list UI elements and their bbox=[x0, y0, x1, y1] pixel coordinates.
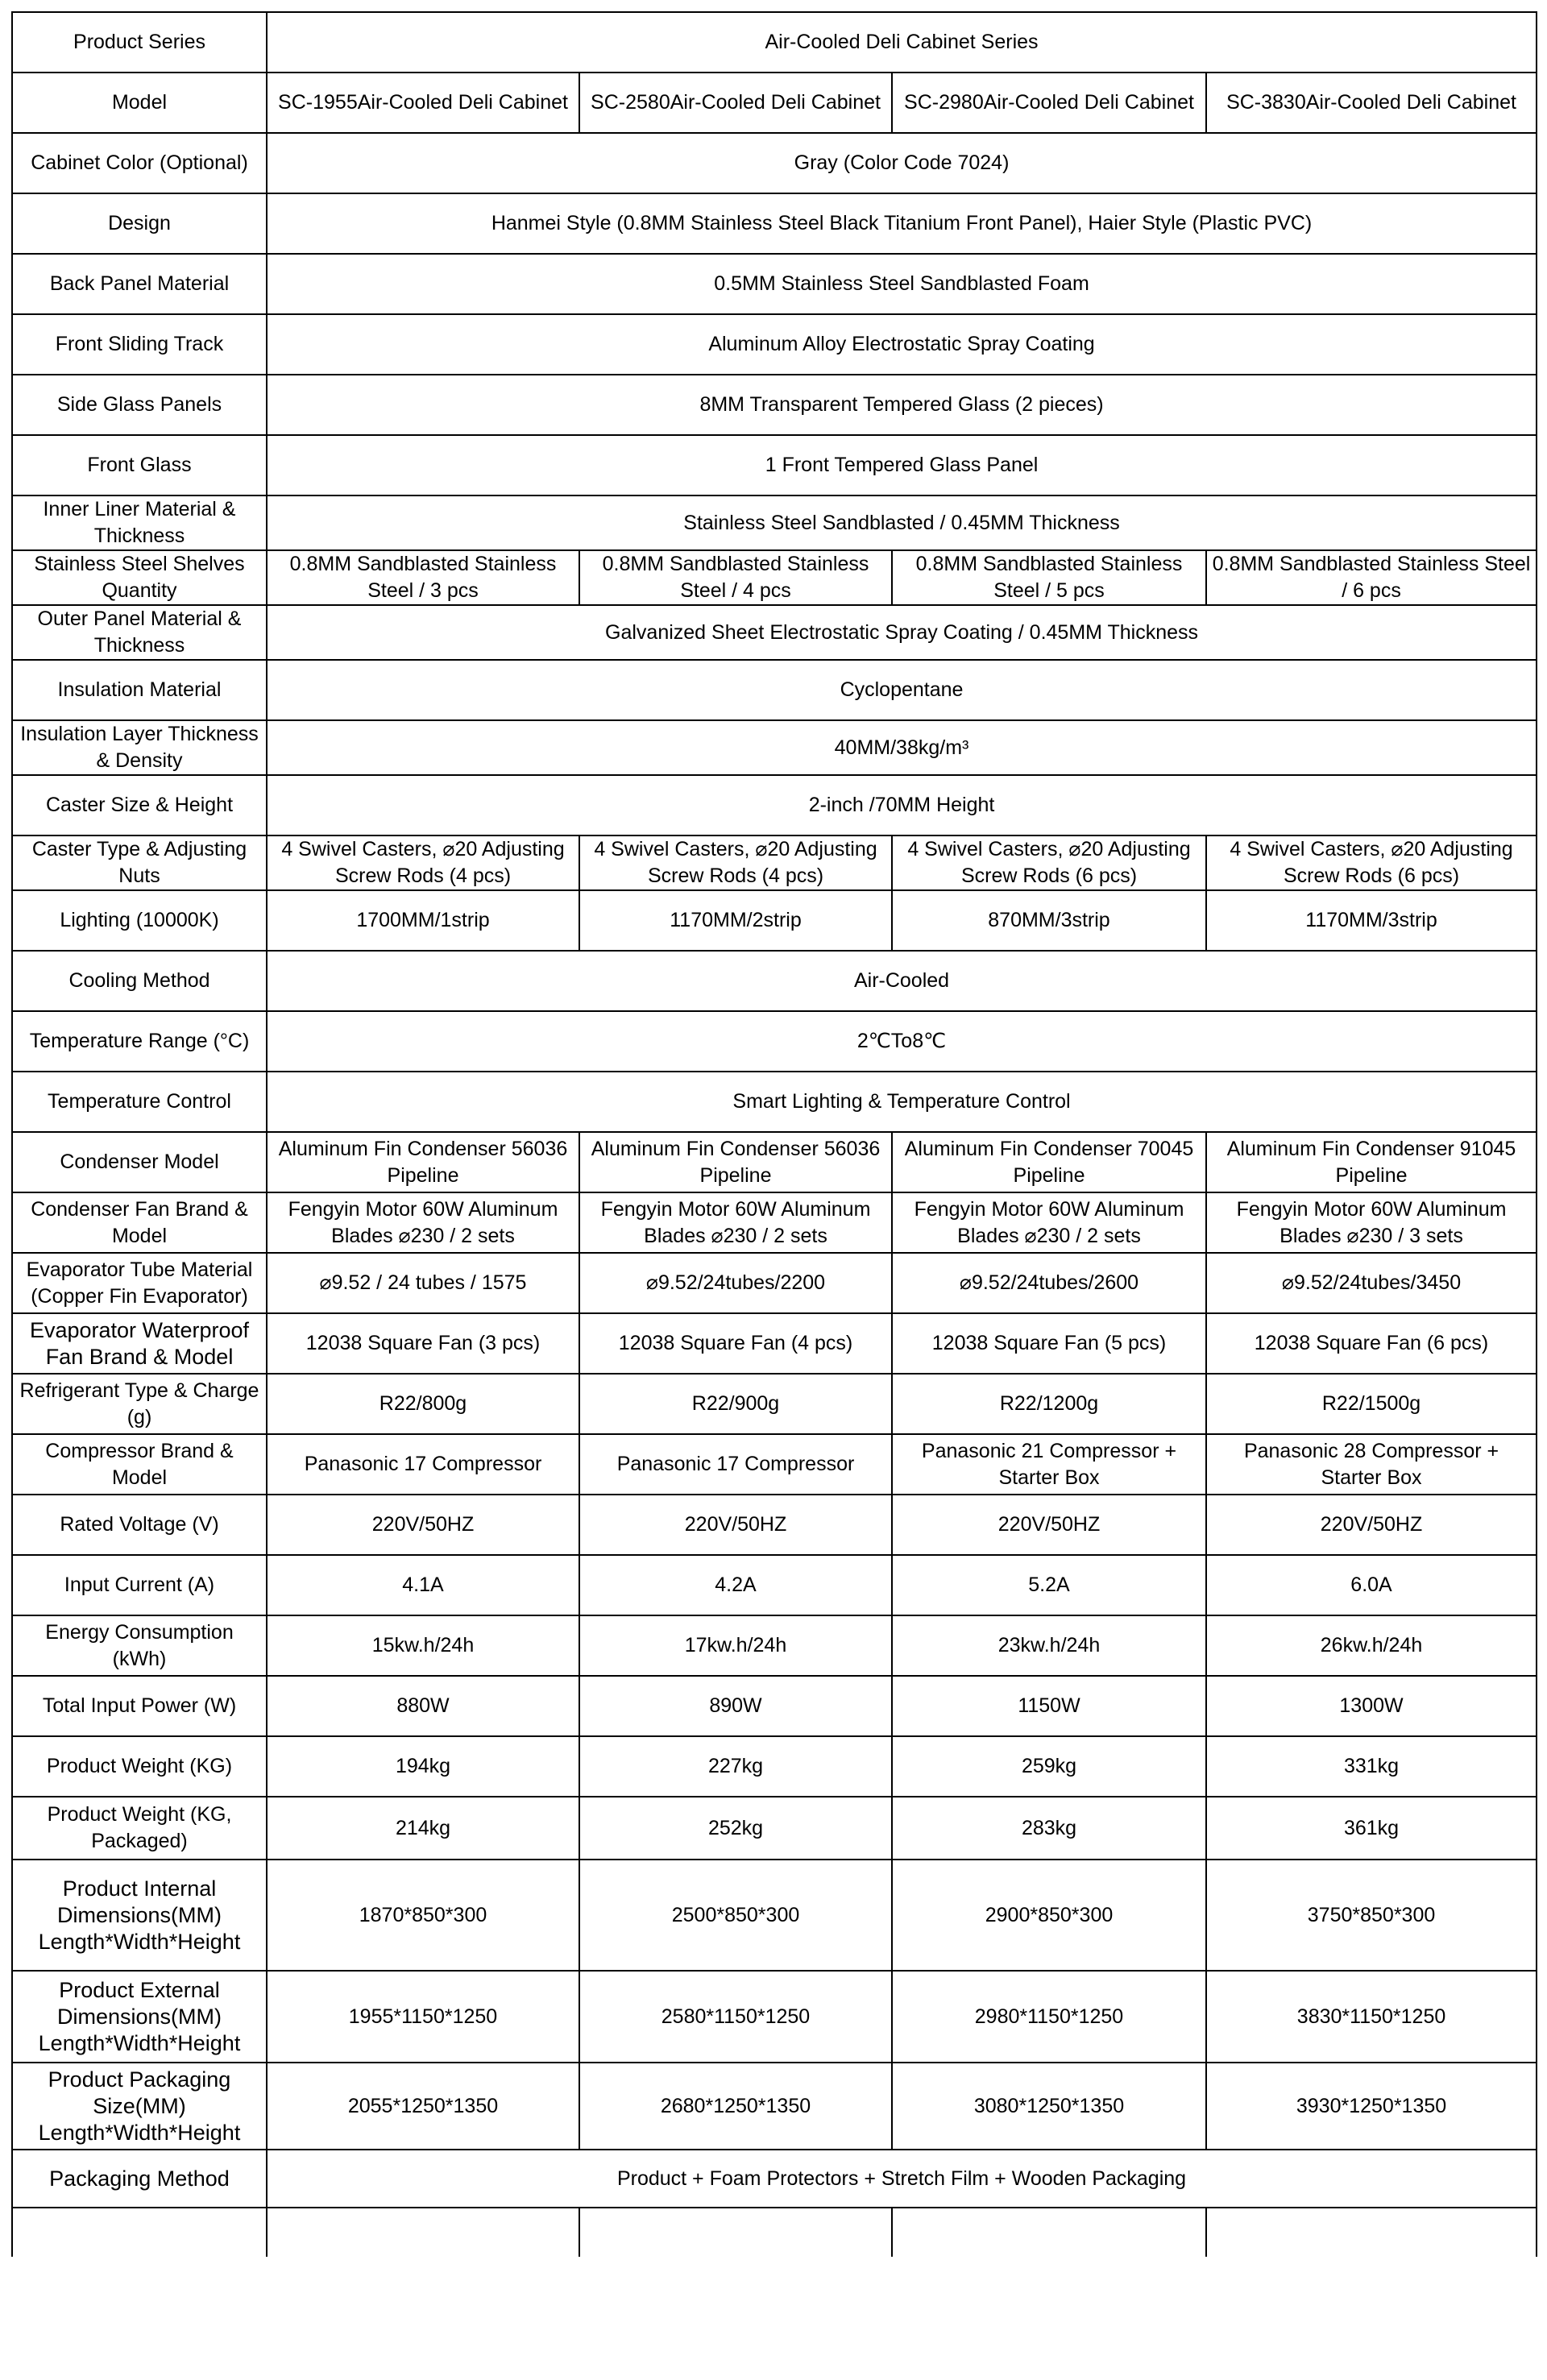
value-cell: R22/1500g bbox=[1206, 1374, 1537, 1434]
value-cell: 6.0A bbox=[1206, 1555, 1537, 1615]
row-label: Front Glass bbox=[12, 435, 267, 495]
row-label: Refrigerant Type & Charge (g) bbox=[12, 1374, 267, 1434]
value-cell: 4 Swivel Casters, ⌀20 Adjusting Screw Rods (6 pcs) bbox=[1206, 835, 1537, 890]
value-cell: 3830*1150*1250 bbox=[1206, 1971, 1537, 2063]
row-label: Lighting (10000K) bbox=[12, 890, 267, 951]
value-cell: 12038 Square Fan (6 pcs) bbox=[1206, 1313, 1537, 1374]
row-label: Product Packaging Size(MM) Length*Width*Height bbox=[12, 2063, 267, 2150]
value-cell: 1870*850*300 bbox=[267, 1860, 579, 1971]
value-cell: Aluminum Fin Condenser 56036 Pipeline bbox=[267, 1132, 579, 1192]
row-label: Energy Consumption (kWh) bbox=[12, 1615, 267, 1676]
spanning-value-cell: Galvanized Sheet Electrostatic Spray Coating / 0.45MM Thickness bbox=[267, 605, 1537, 660]
row-label: Side Glass Panels bbox=[12, 375, 267, 435]
value-cell: 1150W bbox=[892, 1676, 1206, 1736]
table-row bbox=[12, 1615, 1537, 1676]
table-row bbox=[12, 605, 1537, 660]
series-name: Air-Cooled Deli Cabinet Series bbox=[267, 12, 1537, 73]
row-label: Input Current (A) bbox=[12, 1555, 267, 1615]
row-label: Packaging Method bbox=[12, 2150, 267, 2208]
row-label: Model bbox=[12, 73, 267, 133]
spanning-value-cell: 0.5MM Stainless Steel Sandblasted Foam bbox=[267, 254, 1537, 314]
value-cell: 220V/50HZ bbox=[267, 1495, 579, 1555]
spanning-value-cell: 2℃To8℃ bbox=[267, 1011, 1537, 1072]
table-row-model bbox=[12, 73, 1537, 133]
table-row bbox=[12, 1434, 1537, 1495]
value-cell: 4 Swivel Casters, ⌀20 Adjusting Screw Rods (4 pcs) bbox=[579, 835, 892, 890]
value-cell: 4.2A bbox=[579, 1555, 892, 1615]
row-label: Compressor Brand & Model bbox=[12, 1434, 267, 1495]
value-cell: 220V/50HZ bbox=[1206, 1495, 1537, 1555]
value-cell: 12038 Square Fan (4 pcs) bbox=[579, 1313, 892, 1374]
value-cell: 12038 Square Fan (5 pcs) bbox=[892, 1313, 1206, 1374]
value-cell: R22/1200g bbox=[892, 1374, 1206, 1434]
table-row bbox=[12, 2150, 1537, 2208]
table-row bbox=[12, 1676, 1537, 1736]
table-row bbox=[12, 550, 1537, 605]
table-row bbox=[12, 1072, 1537, 1132]
empty-cell bbox=[892, 2208, 1206, 2257]
value-cell: Aluminum Fin Condenser 91045 Pipeline bbox=[1206, 1132, 1537, 1192]
value-cell: 2055*1250*1350 bbox=[267, 2063, 579, 2150]
empty-cell bbox=[1206, 2208, 1537, 2257]
spec-table bbox=[11, 11, 1537, 2257]
row-label: Evaporator Tube Material (Copper Fin Evaporator) bbox=[12, 1253, 267, 1313]
table-row bbox=[12, 2063, 1537, 2150]
row-label: Product External Dimensions(MM) Length*Width*Height bbox=[12, 1971, 267, 2063]
row-label: Product Series bbox=[12, 12, 267, 73]
row-label: Outer Panel Material & Thickness bbox=[12, 605, 267, 660]
value-cell: 214kg bbox=[267, 1797, 579, 1860]
value-cell: Panasonic 17 Compressor bbox=[267, 1434, 579, 1495]
value-cell: 4 Swivel Casters, ⌀20 Adjusting Screw Rods (6 pcs) bbox=[892, 835, 1206, 890]
value-cell: 1170MM/3strip bbox=[1206, 890, 1537, 951]
row-label: Product Weight (KG, Packaged) bbox=[12, 1797, 267, 1860]
value-cell: 2680*1250*1350 bbox=[579, 2063, 892, 2150]
table-row bbox=[12, 435, 1537, 495]
model-cell: SC-2980Air-Cooled Deli Cabinet bbox=[892, 73, 1206, 133]
value-cell: Fengyin Motor 60W Aluminum Blades ⌀230 / 2 sets bbox=[579, 1192, 892, 1253]
spanning-value-cell: Cyclopentane bbox=[267, 660, 1537, 720]
value-cell: 1700MM/1strip bbox=[267, 890, 579, 951]
row-label: Product Weight (KG) bbox=[12, 1736, 267, 1797]
spanning-value-cell: 2-inch /70MM Height bbox=[267, 775, 1537, 835]
spanning-value-cell: Air-Cooled bbox=[267, 951, 1537, 1011]
value-cell: 1170MM/2strip bbox=[579, 890, 892, 951]
value-cell: 1955*1150*1250 bbox=[267, 1971, 579, 2063]
row-label: Evaporator Waterproof Fan Brand & Model bbox=[12, 1313, 267, 1374]
table-row bbox=[12, 890, 1537, 951]
value-cell: ⌀9.52/24tubes/3450 bbox=[1206, 1253, 1537, 1313]
table-row bbox=[12, 1860, 1537, 1971]
value-cell: 361kg bbox=[1206, 1797, 1537, 1860]
value-cell: 1300W bbox=[1206, 1676, 1537, 1736]
value-cell: 2900*850*300 bbox=[892, 1860, 1206, 1971]
value-cell: 194kg bbox=[267, 1736, 579, 1797]
value-cell: ⌀9.52 / 24 tubes / 1575 bbox=[267, 1253, 579, 1313]
row-label: Insulation Layer Thickness & Density bbox=[12, 720, 267, 775]
table-row bbox=[12, 1736, 1537, 1797]
row-label: Insulation Material bbox=[12, 660, 267, 720]
spec-table-body bbox=[12, 12, 1537, 2257]
value-cell: Fengyin Motor 60W Aluminum Blades ⌀230 / 3 sets bbox=[1206, 1192, 1537, 1253]
value-cell: Panasonic 28 Compressor + Starter Box bbox=[1206, 1434, 1537, 1495]
table-row bbox=[12, 660, 1537, 720]
table-row bbox=[12, 835, 1537, 890]
value-cell: ⌀9.52/24tubes/2600 bbox=[892, 1253, 1206, 1313]
table-row bbox=[12, 1374, 1537, 1434]
value-cell: 5.2A bbox=[892, 1555, 1206, 1615]
row-label: Total Input Power (W) bbox=[12, 1676, 267, 1736]
spanning-value-cell: 1 Front Tempered Glass Panel bbox=[267, 435, 1537, 495]
value-cell: 4 Swivel Casters, ⌀20 Adjusting Screw Rods (4 pcs) bbox=[267, 835, 579, 890]
spanning-value-cell: Stainless Steel Sandblasted / 0.45MM Thickness bbox=[267, 495, 1537, 550]
value-cell: 890W bbox=[579, 1676, 892, 1736]
table-row bbox=[12, 1313, 1537, 1374]
model-cell: SC-3830Air-Cooled Deli Cabinet bbox=[1206, 73, 1537, 133]
row-label: Cabinet Color (Optional) bbox=[12, 133, 267, 193]
row-label: Product Internal Dimensions(MM) Length*Width*Height bbox=[12, 1860, 267, 1971]
value-cell: 26kw.h/24h bbox=[1206, 1615, 1537, 1676]
row-label: Rated Voltage (V) bbox=[12, 1495, 267, 1555]
table-row bbox=[12, 193, 1537, 254]
value-cell: Fengyin Motor 60W Aluminum Blades ⌀230 / 2 sets bbox=[892, 1192, 1206, 1253]
value-cell: Panasonic 21 Compressor + Starter Box bbox=[892, 1434, 1206, 1495]
empty-cell bbox=[267, 2208, 579, 2257]
value-cell: 3750*850*300 bbox=[1206, 1860, 1537, 1971]
model-cell: SC-1955Air-Cooled Deli Cabinet bbox=[267, 73, 579, 133]
table-row bbox=[12, 314, 1537, 375]
value-cell: Aluminum Fin Condenser 70045 Pipeline bbox=[892, 1132, 1206, 1192]
table-row bbox=[12, 1797, 1537, 1860]
row-label: Back Panel Material bbox=[12, 254, 267, 314]
table-row bbox=[12, 1555, 1537, 1615]
value-cell: R22/800g bbox=[267, 1374, 579, 1434]
value-cell: Panasonic 17 Compressor bbox=[579, 1434, 892, 1495]
table-row-series bbox=[12, 12, 1537, 73]
value-cell: Fengyin Motor 60W Aluminum Blades ⌀230 / 2 sets bbox=[267, 1192, 579, 1253]
row-label: Stainless Steel Shelves Quantity bbox=[12, 550, 267, 605]
spanning-value-cell: 40MM/38kg/m³ bbox=[267, 720, 1537, 775]
value-cell: ⌀9.52/24tubes/2200 bbox=[579, 1253, 892, 1313]
row-label: Condenser Model bbox=[12, 1132, 267, 1192]
table-row bbox=[12, 1192, 1537, 1253]
row-label: Design bbox=[12, 193, 267, 254]
value-cell: 220V/50HZ bbox=[579, 1495, 892, 1555]
table-row bbox=[12, 1495, 1537, 1555]
spanning-value-cell: Gray (Color Code 7024) bbox=[267, 133, 1537, 193]
spanning-value-cell: Aluminum Alloy Electrostatic Spray Coating bbox=[267, 314, 1537, 375]
value-cell: 880W bbox=[267, 1676, 579, 1736]
spanning-value-cell: Smart Lighting & Temperature Control bbox=[267, 1072, 1537, 1132]
value-cell: Aluminum Fin Condenser 56036 Pipeline bbox=[579, 1132, 892, 1192]
empty-cell bbox=[12, 2208, 267, 2257]
row-label: Condenser Fan Brand & Model bbox=[12, 1192, 267, 1253]
value-cell: 4.1A bbox=[267, 1555, 579, 1615]
table-row bbox=[12, 254, 1537, 314]
value-cell: 3080*1250*1350 bbox=[892, 2063, 1206, 2150]
value-cell: 259kg bbox=[892, 1736, 1206, 1797]
value-cell: 331kg bbox=[1206, 1736, 1537, 1797]
value-cell: 220V/50HZ bbox=[892, 1495, 1206, 1555]
value-cell: 23kw.h/24h bbox=[892, 1615, 1206, 1676]
value-cell: 17kw.h/24h bbox=[579, 1615, 892, 1676]
value-cell: 0.8MM Sandblasted Stainless Steel / 3 pcs bbox=[267, 550, 579, 605]
row-label: Caster Size & Height bbox=[12, 775, 267, 835]
row-label: Temperature Range (°C) bbox=[12, 1011, 267, 1072]
table-row bbox=[12, 1011, 1537, 1072]
value-cell: 252kg bbox=[579, 1797, 892, 1860]
table-row bbox=[12, 375, 1537, 435]
value-cell: 2580*1150*1250 bbox=[579, 1971, 892, 2063]
value-cell: 0.8MM Sandblasted Stainless Steel / 5 pcs bbox=[892, 550, 1206, 605]
spanning-value-cell: Product + Foam Protectors + Stretch Film + Wooden Packaging bbox=[267, 2150, 1537, 2208]
value-cell: 15kw.h/24h bbox=[267, 1615, 579, 1676]
row-label: Caster Type & Adjusting Nuts bbox=[12, 835, 267, 890]
row-label: Temperature Control bbox=[12, 1072, 267, 1132]
value-cell: 283kg bbox=[892, 1797, 1206, 1860]
table-row bbox=[12, 720, 1537, 775]
spanning-value-cell: 8MM Transparent Tempered Glass (2 pieces) bbox=[267, 375, 1537, 435]
empty-cell bbox=[579, 2208, 892, 2257]
row-label: Front Sliding Track bbox=[12, 314, 267, 375]
value-cell: 227kg bbox=[579, 1736, 892, 1797]
value-cell: 2980*1150*1250 bbox=[892, 1971, 1206, 2063]
value-cell: 2500*850*300 bbox=[579, 1860, 892, 1971]
value-cell: 3930*1250*1350 bbox=[1206, 2063, 1537, 2150]
table-row bbox=[12, 133, 1537, 193]
value-cell: 870MM/3strip bbox=[892, 890, 1206, 951]
value-cell: 12038 Square Fan (3 pcs) bbox=[267, 1313, 579, 1374]
table-row bbox=[12, 1132, 1537, 1192]
value-cell: 0.8MM Sandblasted Stainless Steel / 6 pcs bbox=[1206, 550, 1537, 605]
table-row bbox=[12, 1253, 1537, 1313]
spanning-value-cell: Hanmei Style (0.8MM Stainless Steel Black Titanium Front Panel), Haier Style (Plastic PVC) bbox=[267, 193, 1537, 254]
value-cell: R22/900g bbox=[579, 1374, 892, 1434]
value-cell: 0.8MM Sandblasted Stainless Steel / 4 pcs bbox=[579, 550, 892, 605]
model-cell: SC-2580Air-Cooled Deli Cabinet bbox=[579, 73, 892, 133]
table-row bbox=[12, 951, 1537, 1011]
row-label: Inner Liner Material & Thickness bbox=[12, 495, 267, 550]
table-row bbox=[12, 775, 1537, 835]
table-row bbox=[12, 495, 1537, 550]
table-row bbox=[12, 1971, 1537, 2063]
table-tail-row bbox=[12, 2208, 1537, 2257]
row-label: Cooling Method bbox=[12, 951, 267, 1011]
